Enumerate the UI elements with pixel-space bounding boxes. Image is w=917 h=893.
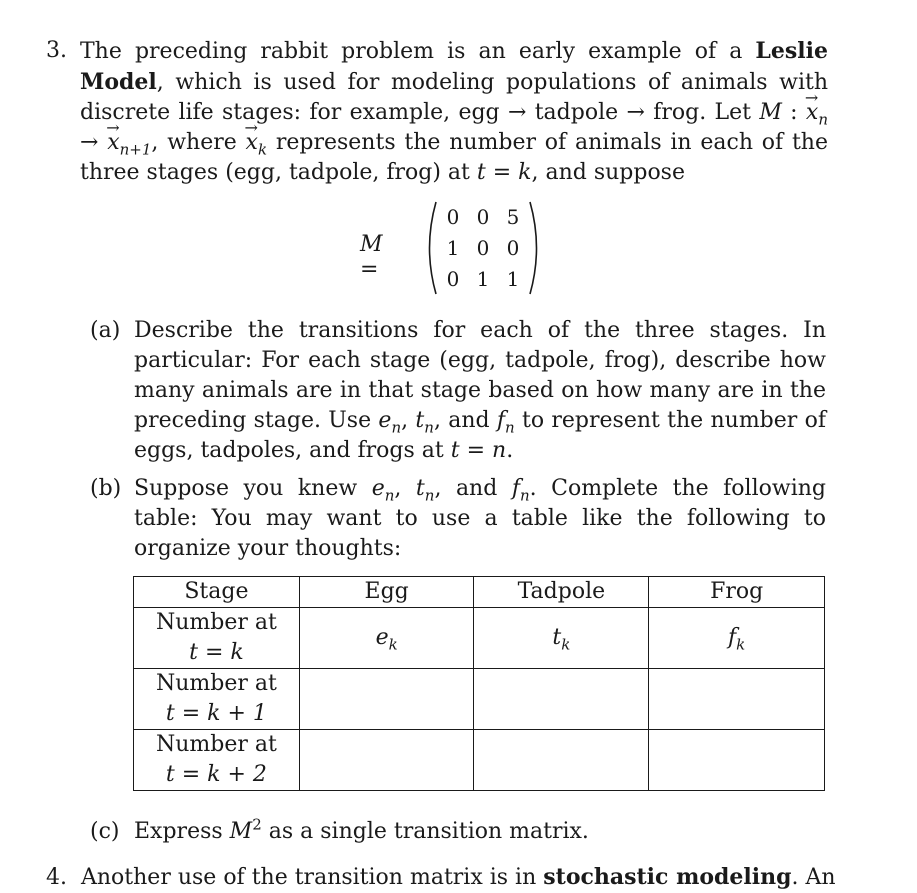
intro-text-5: , and suppose [531, 160, 685, 185]
row-label-line2: t = k [189, 640, 244, 665]
sub-n: n [424, 418, 434, 437]
part-b-sentence-2: . Complete the following table: You may want to use a table like the following to organize your thoughts: [134, 476, 826, 561]
intro-text-4: represents the number of animals in each of the three stages (egg, tadpole, frog) at [80, 130, 828, 185]
sub-n: n [818, 110, 828, 129]
var-t: t [415, 408, 425, 433]
comma: , [394, 476, 416, 501]
t-equals-k: t = k [476, 160, 532, 185]
table-row [134, 730, 825, 791]
next-problem-cutoff [46, 862, 836, 893]
var-t: t [415, 476, 425, 501]
and-text: , and [433, 408, 497, 433]
superscript-2: 2 [252, 815, 262, 834]
part-c-sentence-2: as a single transition matrix. [261, 819, 589, 844]
part-c-label: (c) [90, 819, 120, 844]
and-text: , and [434, 476, 512, 501]
part-a-label: (a) [90, 318, 121, 343]
row-label-line1: Number at [155, 610, 277, 635]
matrix-cell: 0 [446, 205, 460, 229]
matrix-M: M [229, 819, 253, 844]
matrix-cell: 1 [506, 267, 520, 291]
cell-tadpole[interactable] [474, 669, 649, 730]
vector-x-n1: → x [107, 128, 119, 158]
matrix-cell: 0 [476, 236, 490, 260]
next-problem-text-2: . An [791, 865, 836, 890]
period: . [506, 438, 514, 463]
right-paren [528, 200, 544, 296]
row-label-line2: t = k + 1 [165, 701, 267, 726]
cell-tadpole[interactable] [474, 608, 649, 669]
part-a-sentence: Describe the transitions for each of the three stages. In particular: For each stage (egg, tadpole, frog), describe how many animals are in that stage based on how many are in the preceding stage. Use [134, 318, 826, 433]
sub-k: k [561, 635, 571, 654]
next-problem-bold: stochastic modeling [543, 864, 792, 890]
cell-egg[interactable] [299, 730, 474, 791]
left-paren [422, 200, 438, 296]
matrix-cell: 1 [476, 267, 490, 291]
matrix-cell: 0 [506, 236, 520, 260]
sub-k: k [257, 140, 268, 159]
vector-x-k: → x [246, 128, 258, 158]
cell-frog[interactable] [649, 730, 825, 791]
problem-intro [80, 36, 828, 188]
sub-n: n [505, 418, 515, 437]
var-e: e [371, 476, 385, 501]
comma: , [401, 408, 416, 433]
part-b-sentence: Suppose you knew [134, 476, 372, 501]
matrix-grid [438, 202, 528, 295]
row-label-line2: t = k + 2 [165, 762, 267, 787]
intro-text-2: , which is used for modeling populations of animals with discrete life stages: for example, egg → tadpole → frog. Let [80, 70, 828, 125]
cell-egg[interactable] [299, 669, 474, 730]
matrix-cell: 0 [446, 267, 460, 291]
var-f: f [511, 476, 520, 501]
sub-n: n [384, 486, 395, 505]
part-a-sentence-2: to represent the number of eggs, tadpoles, and frogs at [134, 408, 826, 463]
intro-text: The preceding rabbit problem is an early example of a [80, 39, 756, 64]
header-stage: Stage [134, 577, 300, 608]
part-b-label: (b) [90, 476, 122, 501]
part-c-text [134, 817, 826, 847]
header-tadpole: Tadpole [474, 577, 649, 608]
map-colon: : [781, 100, 806, 125]
t-equals-n: t = n [450, 438, 507, 463]
cell-var-t: t [552, 625, 562, 650]
sub-n1: n+1 [119, 140, 152, 159]
header-egg: Egg [299, 577, 474, 608]
var-e: e [378, 408, 392, 433]
part-a-text [134, 316, 826, 466]
vector-x-n: → x [806, 98, 818, 128]
next-problem-text: Another use of the transition matrix is in [81, 865, 544, 890]
matrix-cell: 0 [476, 205, 490, 229]
table-header-row [134, 577, 825, 608]
table-row [134, 669, 825, 730]
sub-n: n [424, 486, 435, 505]
cell-frog[interactable] [649, 669, 825, 730]
cell-var-e: e [375, 625, 389, 650]
intro-text-3: , where [151, 130, 246, 155]
cell-tadpole[interactable] [474, 730, 649, 791]
part-c-sentence: Express [134, 819, 230, 844]
matrix-cell: 5 [506, 205, 520, 229]
cell-var-f: f [728, 625, 737, 650]
sub-k: k [388, 635, 398, 654]
intro-bold-term: Leslie Model [80, 38, 828, 95]
header-frog: Frog [649, 577, 825, 608]
row-label [134, 669, 300, 730]
matrix-label: M = [360, 232, 383, 282]
sub-n: n [391, 418, 402, 437]
part-b-text [134, 474, 826, 564]
problem-number: 3. [46, 38, 67, 63]
cell-egg[interactable] [299, 608, 474, 669]
table-row [134, 608, 825, 669]
row-label [134, 730, 300, 791]
map-arrow: → [80, 130, 108, 155]
matrix-cell: 1 [446, 236, 460, 260]
stage-table [133, 576, 825, 791]
row-label-line1: Number at [155, 671, 277, 696]
sub-k: k [736, 635, 746, 654]
cell-frog[interactable] [649, 608, 825, 669]
map-M: M [759, 100, 782, 125]
row-label [134, 608, 300, 669]
sub-n: n [519, 486, 530, 505]
row-label-line1: Number at [155, 732, 277, 757]
var-f: f [496, 408, 506, 433]
next-problem-number: 4. [46, 865, 67, 890]
